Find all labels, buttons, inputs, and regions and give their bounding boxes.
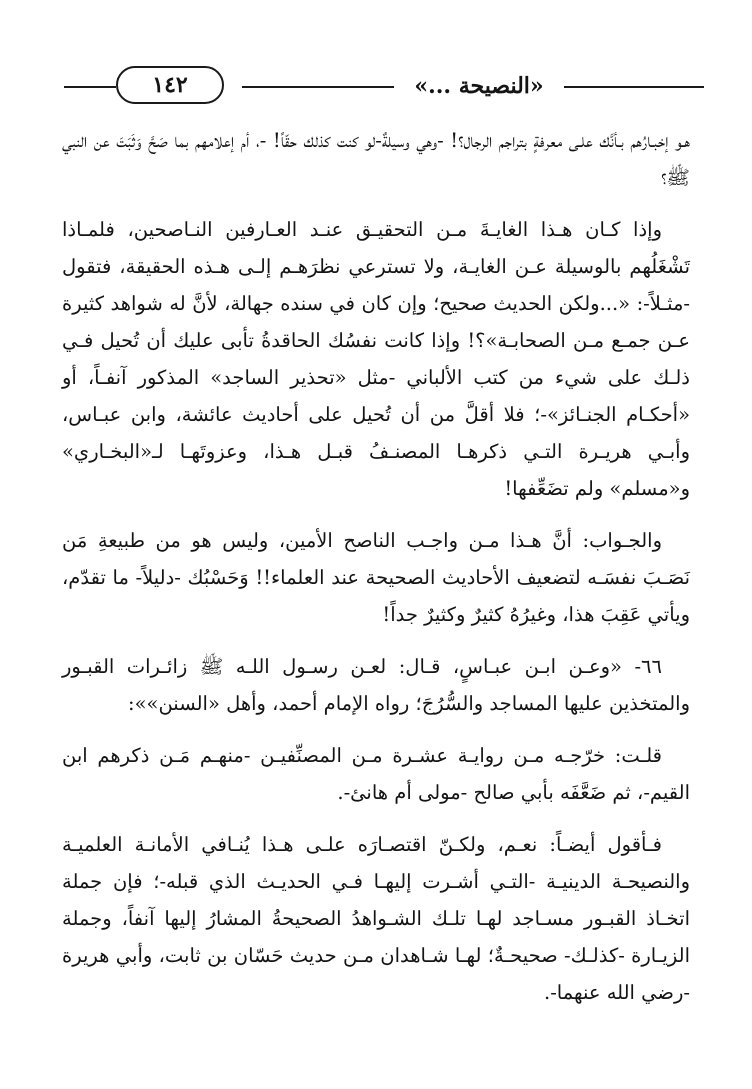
page-header bbox=[64, 64, 704, 108]
running-title: «النصيحة ...» bbox=[394, 68, 564, 104]
page-number: ١٤٢ bbox=[116, 66, 224, 104]
paragraph-2: وإذا كـان هـذا الغايـةَ مـن التحقيـق عنـد العـارفين النـاصحين، فلمـاذا تَشْغَلُهم بالوسيلة عـن الغايـة، ولا تسترعي نظرَهـم إلـى هـذه الحقيقة، فتقول -مثـلاً-: «...ولكن الحديث صحيح؛ وإن كان في سنده جهالة، لأنَّ له شواهد كثيرة عـن جمـع مـن الصحابـة»؟! وإذا كانت نفسُك الحاقدةُ تأبى عليك أن تُحيل فـي ذلـك على شيء من كتب الألباني -مثل «تحذير الساجد» المذكور آنفـاً، أو «أحكـام الجنـائز»-؛ فلا أقلَّ من أن تُحيل على أحاديث عائشة، وابن عبـاس، وأبـي هريـرة التـي ذكرهـا المصنـفُ قبـل هـذا، وعزوتَهـا لـ«البخـاري» و«مسلم» ولم تضَعِّفها! bbox=[62, 218, 690, 500]
paragraph-1: هـو إخبـارُهم بـأنَّك علـى معرفةٍ بتراجم الرجال؟! -وهي وسيلةٌ-لو كنت كذلك حقّاً! -، أم إعلامهم بما صَحَّ وَثَبَتَ عن النبي ﷺ؟ bbox=[62, 129, 690, 189]
page-body bbox=[62, 122, 690, 1026]
paragraph-4: ٦٦- «وعـن ابـن عبـاسٍ، قـال: لعـن رسـول اللـه ﷺ زائـرات القبـور والمتخذين عليها المساجد والسُّرُجَ؛ رواه الإمام أحمد، وأهل «السنن»»: bbox=[62, 655, 690, 715]
paragraph-6: فـأقول أيضـاً: نعـم، ولكـنّ اقتصـارَه علـى هـذا يُنـافي الأمانـة العلميـة والنصيحـة الدينيـة -التـي أشـرت إليهـا فـي الحديـث الذي قبله-؛ فإن جملة اتخـاذ القبـور مسـاجد لهـا تلـك الشـواهدُ الصحيحةُ المشارُ إليها آنفاً، وجملة الزيـارة -كذلـك- صحيحـةٌ؛ لهـا شـاهدان مـن حديث حَسّان بن ثابت، وأبي هريرة -رضي الله عنهما-. bbox=[62, 833, 690, 1004]
paragraph-3: والجـواب: أنَّ هـذا مـن واجـب الناصح الأمين، وليس هو من طبيعةِ مَن نَصَـبَ نفسَـه لتضعيف الأحاديث الصحيحة عند العلماء!! وَحَسْبُك -دليلاً- ما تقدّم، ويأتي عَقِبَ هذا، وغيرُهُ كثيرٌ وكثيرٌ جداً! bbox=[62, 529, 690, 626]
paragraph-5: قلـت: خرّجـه مـن روايـة عشـرة مـن المصنِّفيـن -منهـم مَـن ذكرهم ابن القيم-، ثم ضَعَّفَه بأبي صالح -مولى أم هانئ-. bbox=[62, 744, 690, 804]
header-rule-left bbox=[64, 86, 116, 88]
